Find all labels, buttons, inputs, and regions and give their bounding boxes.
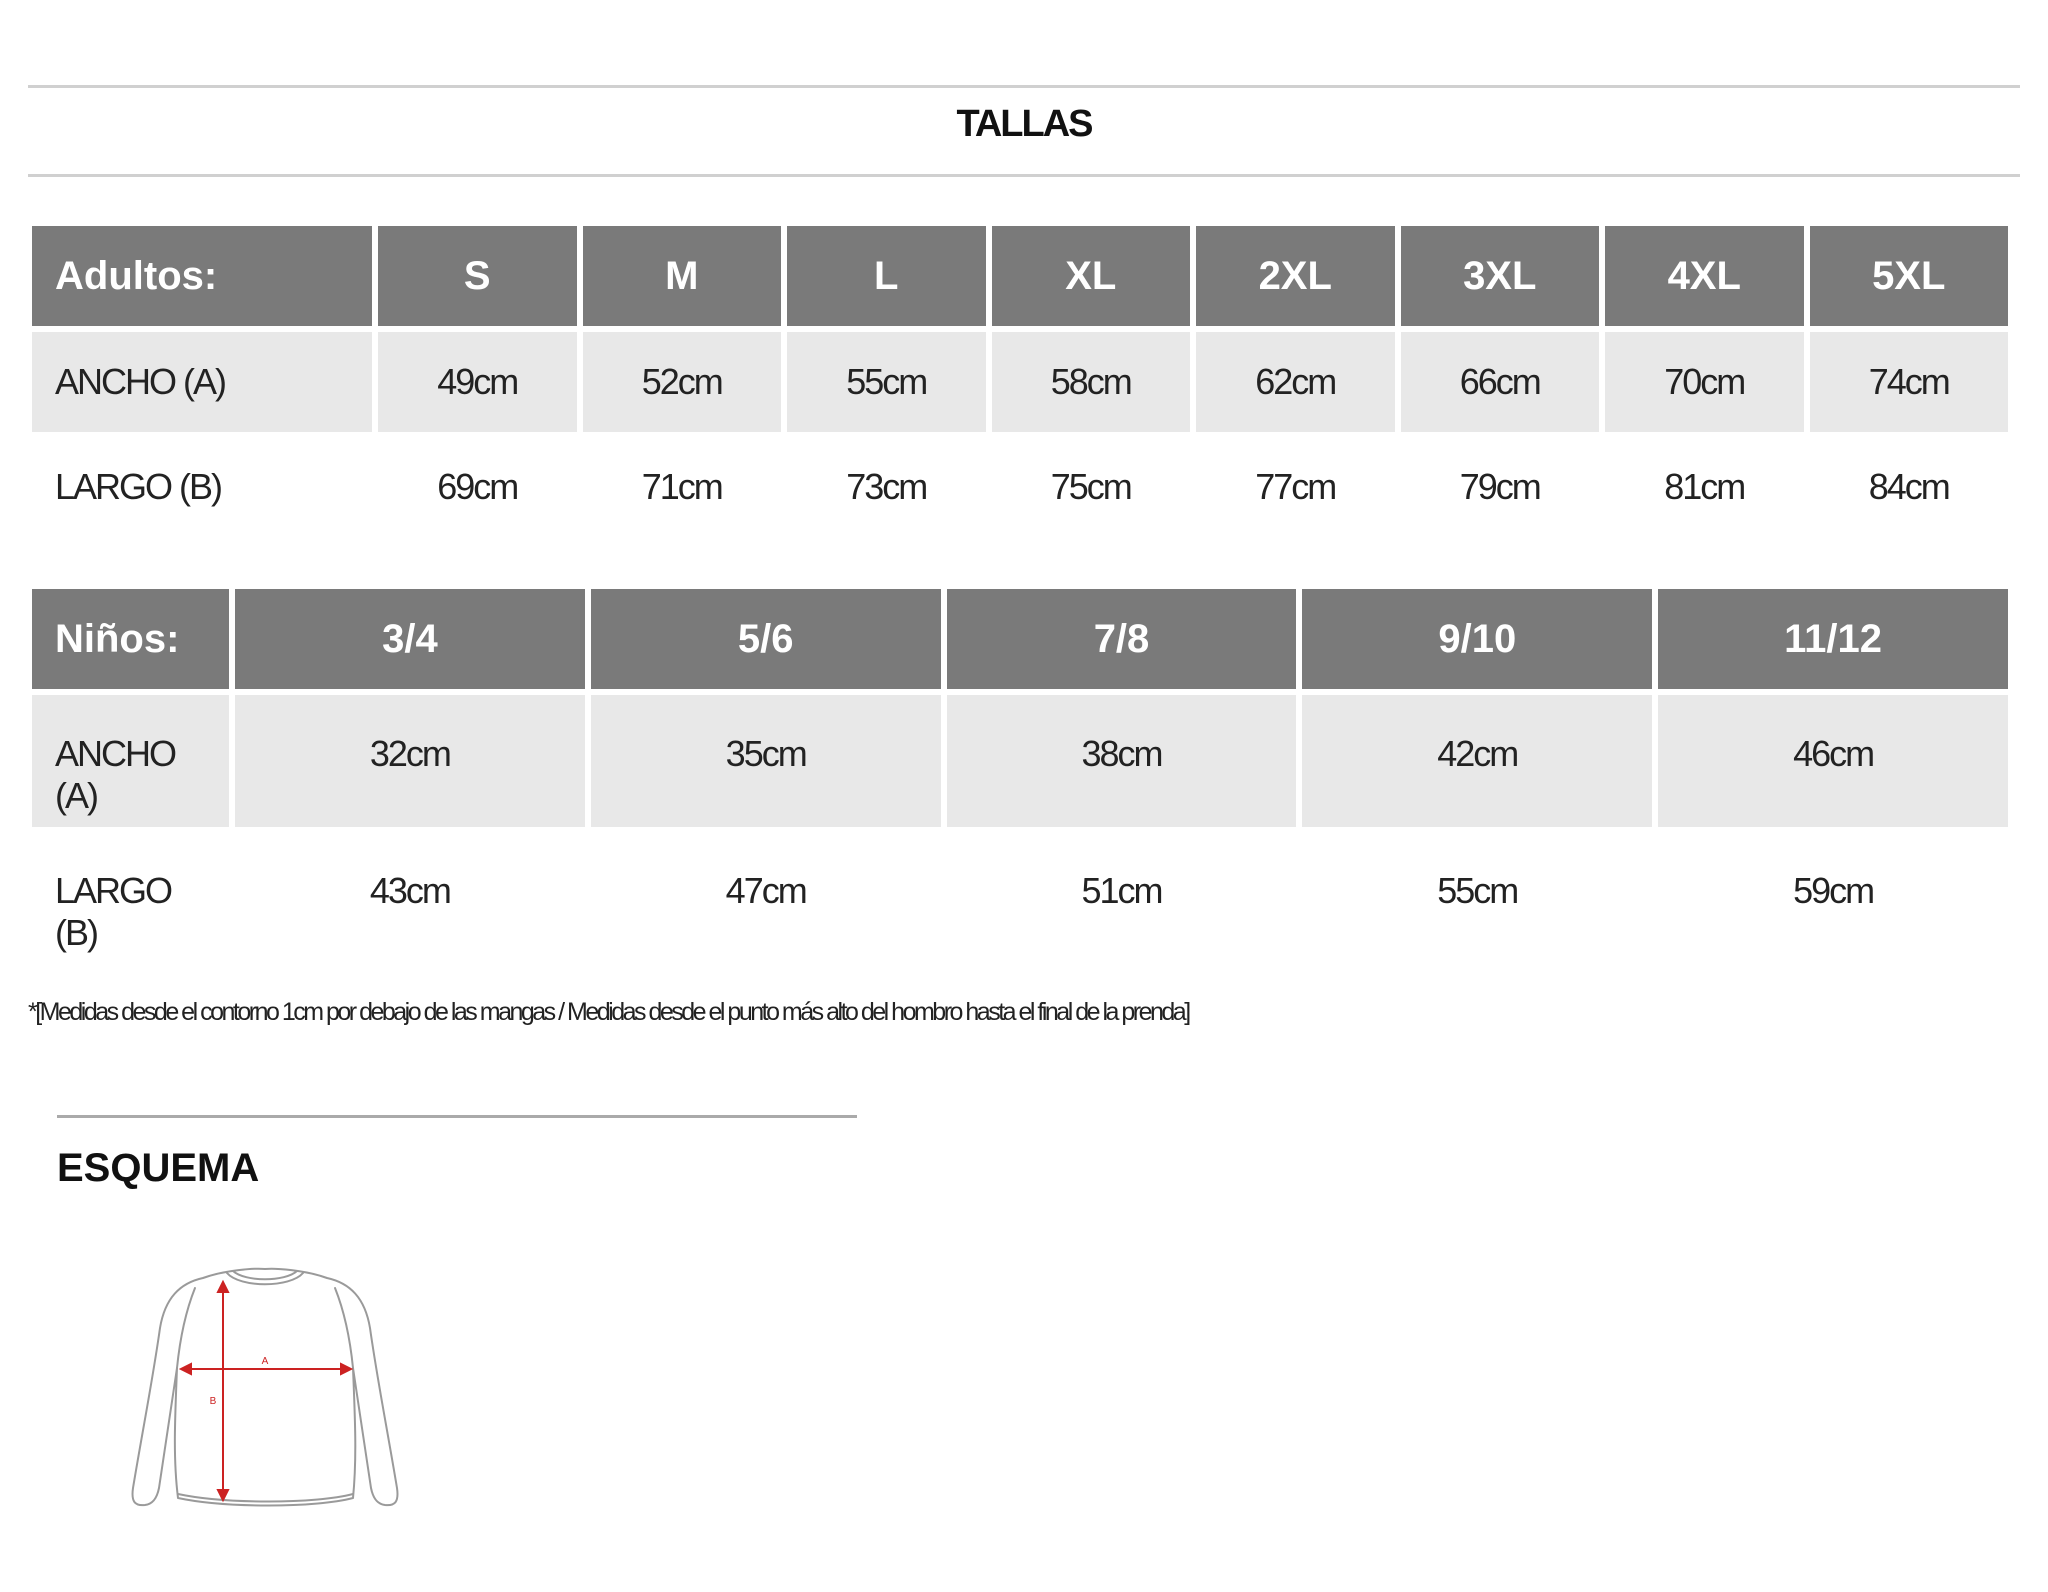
adults-size-2xl: 2XL [1196,226,1395,332]
table-cell: 84cm [1868,466,1949,507]
table-cell: 71cm [641,466,722,507]
table-cell: 46cm [1658,695,2008,832]
table-cell: 35cm [591,695,941,832]
table-cell: 32cm [235,695,585,832]
table-cell: 55cm [1437,870,1518,911]
table-cell: 38cm [947,695,1297,832]
row-label-line2: (A) [55,775,97,816]
row-label: ANCHO (A) [32,332,372,437]
kids-size-table [26,589,2014,972]
top-divider [28,85,2020,88]
adults-size-5xl: 5XL [1810,226,2009,332]
row-label [32,695,229,832]
table-cell: 79cm [1459,466,1540,507]
kids-size-5-6: 5/6 [591,589,941,695]
adults-row-largo [32,437,2008,537]
table-cell: 51cm [1081,870,1162,911]
row-label: LARGO (B) [55,466,222,507]
table-cell: 66cm [1401,332,1600,437]
title-divider [28,174,2020,177]
table-cell: 59cm [1793,870,1874,911]
length-arrow-bottom-head [218,1490,228,1500]
adults-size-s: S [378,226,577,332]
sweatshirt-diagram [115,1258,415,1528]
kids-size-9-10: 9/10 [1302,589,1652,695]
kids-size-11-12: 11/12 [1658,589,2008,695]
width-arrow-right-head [341,1364,351,1374]
adults-header-row [32,226,2008,332]
width-arrow-left-head [181,1364,191,1374]
length-arrow-top-head [218,1282,228,1292]
hem-line [178,1494,353,1502]
adults-header-label: Adultos: [32,226,372,332]
measurement-footnote: *[Medidas desde el contorno 1cm por debajo de las mangas / Medidas desde el punto más alto del hombro hasta el final de la prenda] [28,998,1189,1026]
collar-inner [233,1271,297,1279]
table-cell: 73cm [846,466,927,507]
row-label [32,832,229,972]
kids-header-label: Niños: [32,589,229,695]
row-label-line2: (B) [55,912,97,953]
table-cell: 58cm [992,332,1191,437]
adults-size-l: L [787,226,986,332]
table-cell: 62cm [1196,332,1395,437]
table-cell: 49cm [378,332,577,437]
table-cell: 81cm [1664,466,1745,507]
row-label-line1: ANCHO [55,733,176,774]
adults-size-4xl: 4XL [1605,226,1804,332]
kids-header-row [32,589,2008,695]
table-cell: 52cm [583,332,782,437]
garment-outline [133,1269,398,1506]
table-cell: 42cm [1302,695,1652,832]
adults-size-xl: XL [992,226,1191,332]
adults-row-ancho [32,332,2008,437]
table-cell: 70cm [1605,332,1804,437]
row-label-line1: LARGO [55,870,172,911]
table-cell: 47cm [725,870,806,911]
sleeve-seam-left [177,1288,195,1368]
table-cell: 55cm [787,332,986,437]
schema-divider [57,1115,857,1118]
kids-size-3-4: 3/4 [235,589,585,695]
schema-title: ESQUEMA [57,1146,260,1190]
kids-size-7-8: 7/8 [947,589,1297,695]
kids-row-ancho [32,695,2008,832]
sleeve-seam-right [335,1288,353,1368]
table-cell: 74cm [1810,332,2009,437]
table-cell: 43cm [369,870,450,911]
width-label: A [261,1356,269,1367]
page-title: TALLAS [956,103,1092,145]
table-cell: 77cm [1255,466,1336,507]
adults-size-table [26,226,2014,537]
kids-row-largo [32,832,2008,972]
adults-size-m: M [583,226,782,332]
length-label: B [209,1396,217,1407]
adults-size-3xl: 3XL [1401,226,1600,332]
table-cell: 69cm [437,466,518,507]
table-cell: 75cm [1050,466,1131,507]
